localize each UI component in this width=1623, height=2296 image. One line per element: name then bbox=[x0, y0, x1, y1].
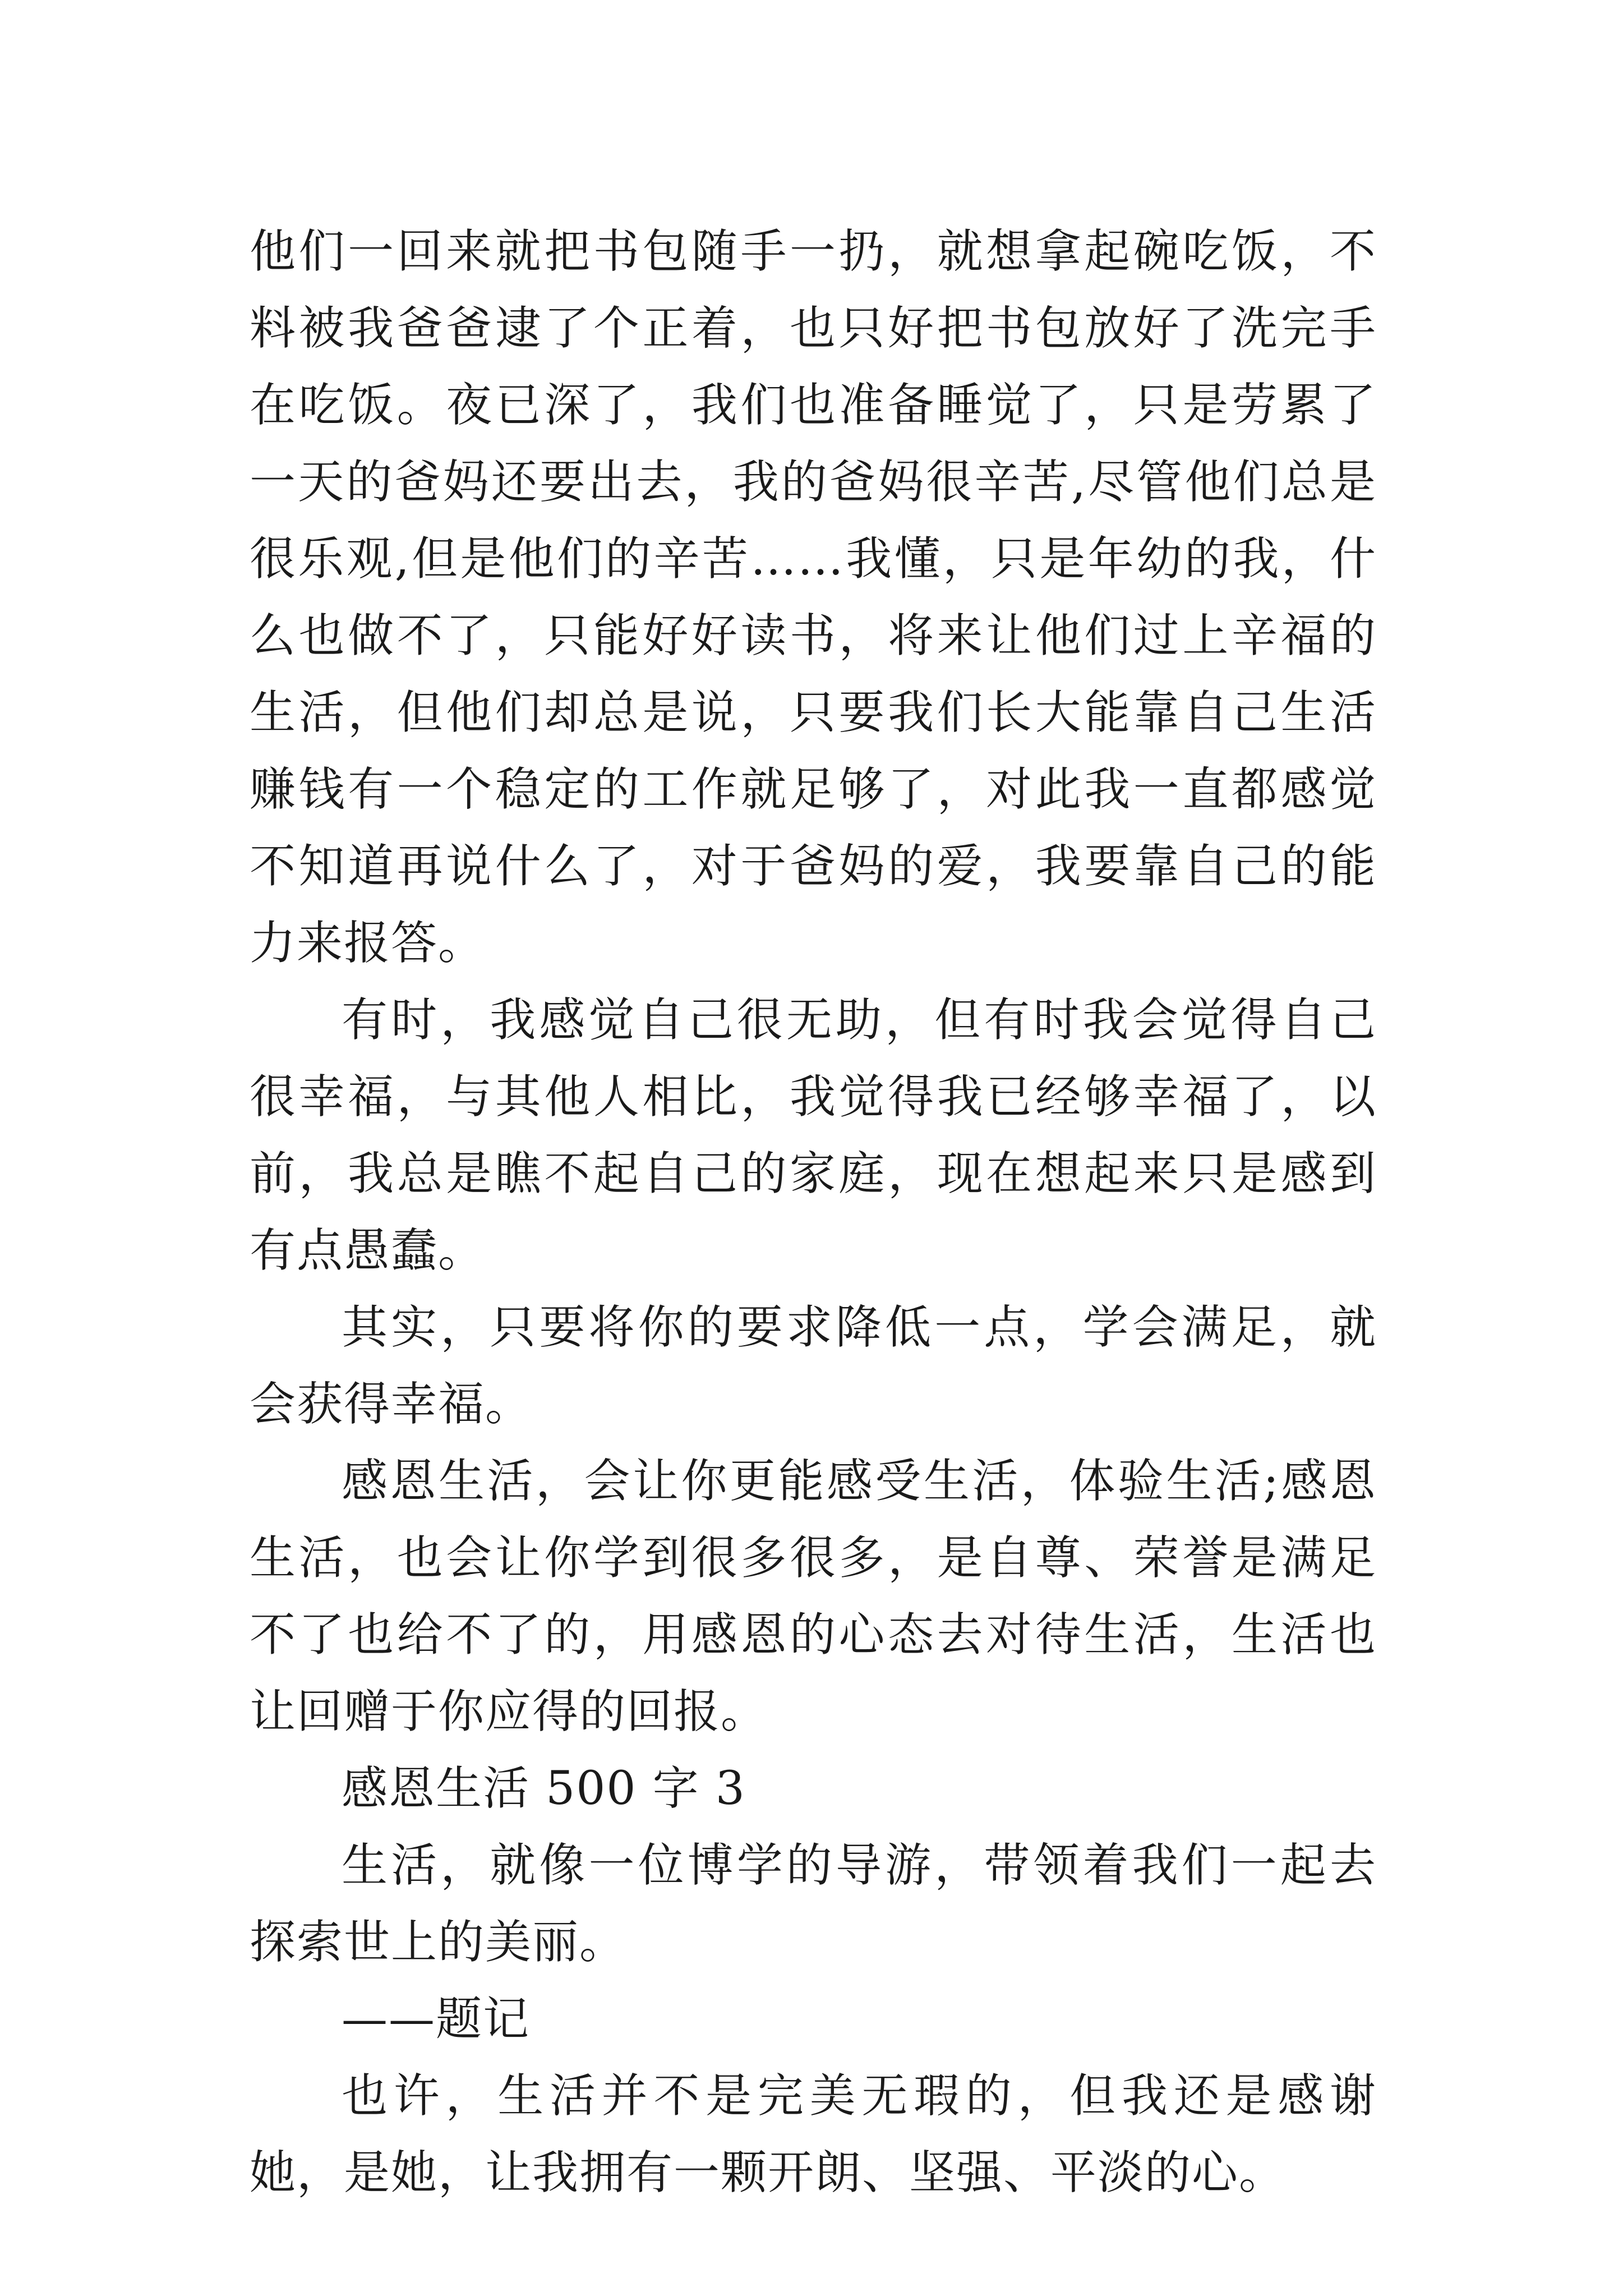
epigraph-attribution: ——题记 bbox=[342, 1993, 531, 2046]
paragraph-5: 生活，就像一位博学的导游，带领着我们一起去探索世上的美丽。 bbox=[250, 1839, 1377, 1969]
document-body bbox=[250, 213, 1377, 2211]
section-heading: 感恩生活 500 字 3 bbox=[342, 1762, 746, 1815]
paragraph-4: 感恩生活，会让你更能感受生活，体验生活;感恩生活，也会让你学到很多很多，是自尊、荣誉是满足不了也给不了的，用感恩的心态去对待生活，生活也让回赠于你应得的回报。 bbox=[250, 1455, 1377, 1738]
paragraph-3: 其实，只要将你的要求降低一点，学会满足，就会获得幸福。 bbox=[250, 1301, 1377, 1431]
paragraph-2: 有时，我感觉自己很无助，但有时我会觉得自己很幸福，与其他人相比，我觉得我已经够幸福了，以前，我总是瞧不起自己的家庭，现在想起来只是感到有点愚蠢。 bbox=[250, 993, 1377, 1277]
paragraph-1: 他们一回来就把书包随手一扔，就想拿起碗吃饭，不料被我爸爸逮了个正着，也只好把书包放好了洗完手在吃饭。夜已深了，我们也准备睡觉了，只是劳累了一天的爸妈还要出去，我的爸妈很辛苦,尽管他们总是很乐观,但是他们的辛苦……我懂，只是年幼的我，什么也做不了，只能好好读书，将来让他们过上辛福的生活，但他们却总是说，只要我们长大能靠自己生活赚钱有一个稳定的工作就足够了，对此我一直都感觉不知道再说什么了，对于爸妈的爱，我要靠自己的能力来报答。 bbox=[250, 225, 1377, 970]
paragraph-6: 也许，生活并不是完美无瑕的，但我还是感谢她，是她，让我拥有一颗开朗、坚强、平淡的心。 bbox=[250, 2069, 1377, 2200]
